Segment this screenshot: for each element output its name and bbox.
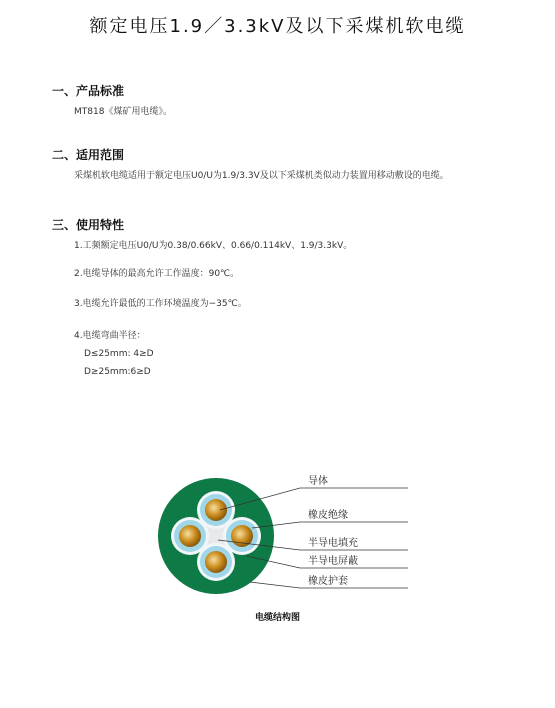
label-semiconductive-filler: 半导电填充: [308, 538, 358, 549]
section-heading-scope: 二、适用范围: [52, 148, 125, 162]
bend-radius-rule-1: D≤25mm: 4≥D: [84, 349, 154, 359]
characteristic-item-4: 4.电缆弯曲半径：: [74, 331, 146, 341]
label-semiconductive-shield: 半导电屏蔽: [308, 556, 358, 567]
section-heading-standard: 一、产品标准: [52, 84, 125, 98]
leader-insulation: [252, 522, 408, 528]
diagram-caption: 电缆结构图: [254, 613, 300, 623]
label-rubber-sheath: 橡皮护套: [308, 576, 348, 587]
characteristic-item-1: 1.工频额定电压U0/U为0.38/0.66kV、0.66/0.114kV、1.9/3.3kV。: [74, 241, 353, 251]
label-conductor: 导体: [308, 476, 328, 487]
cable-structure-diagram: [150, 470, 415, 605]
standard-text: MT818《煤矿用电缆》。: [74, 107, 172, 117]
characteristic-item-2: 2.电缆导体的最高允许工作温度：90℃。: [74, 269, 240, 279]
label-rubber-insulation: 橡皮绝缘: [308, 510, 348, 521]
core-bottom: [197, 543, 235, 581]
section-heading-characteristics: 三、使用特性: [52, 218, 125, 232]
scope-text: 采煤机软电缆适用于额定电压U0/U为1.9/3.3V及以下采煤机类似动力装置用移动敷设的电缆。: [74, 171, 449, 181]
page-title: 额定电压1.9／3.3kV及以下采煤机软电缆: [89, 16, 466, 37]
characteristic-item-3: 3.电缆允许最低的工作环境温度为−35℃。: [74, 299, 247, 309]
bend-radius-rule-2: D≥25mm:6≥D: [84, 367, 151, 377]
